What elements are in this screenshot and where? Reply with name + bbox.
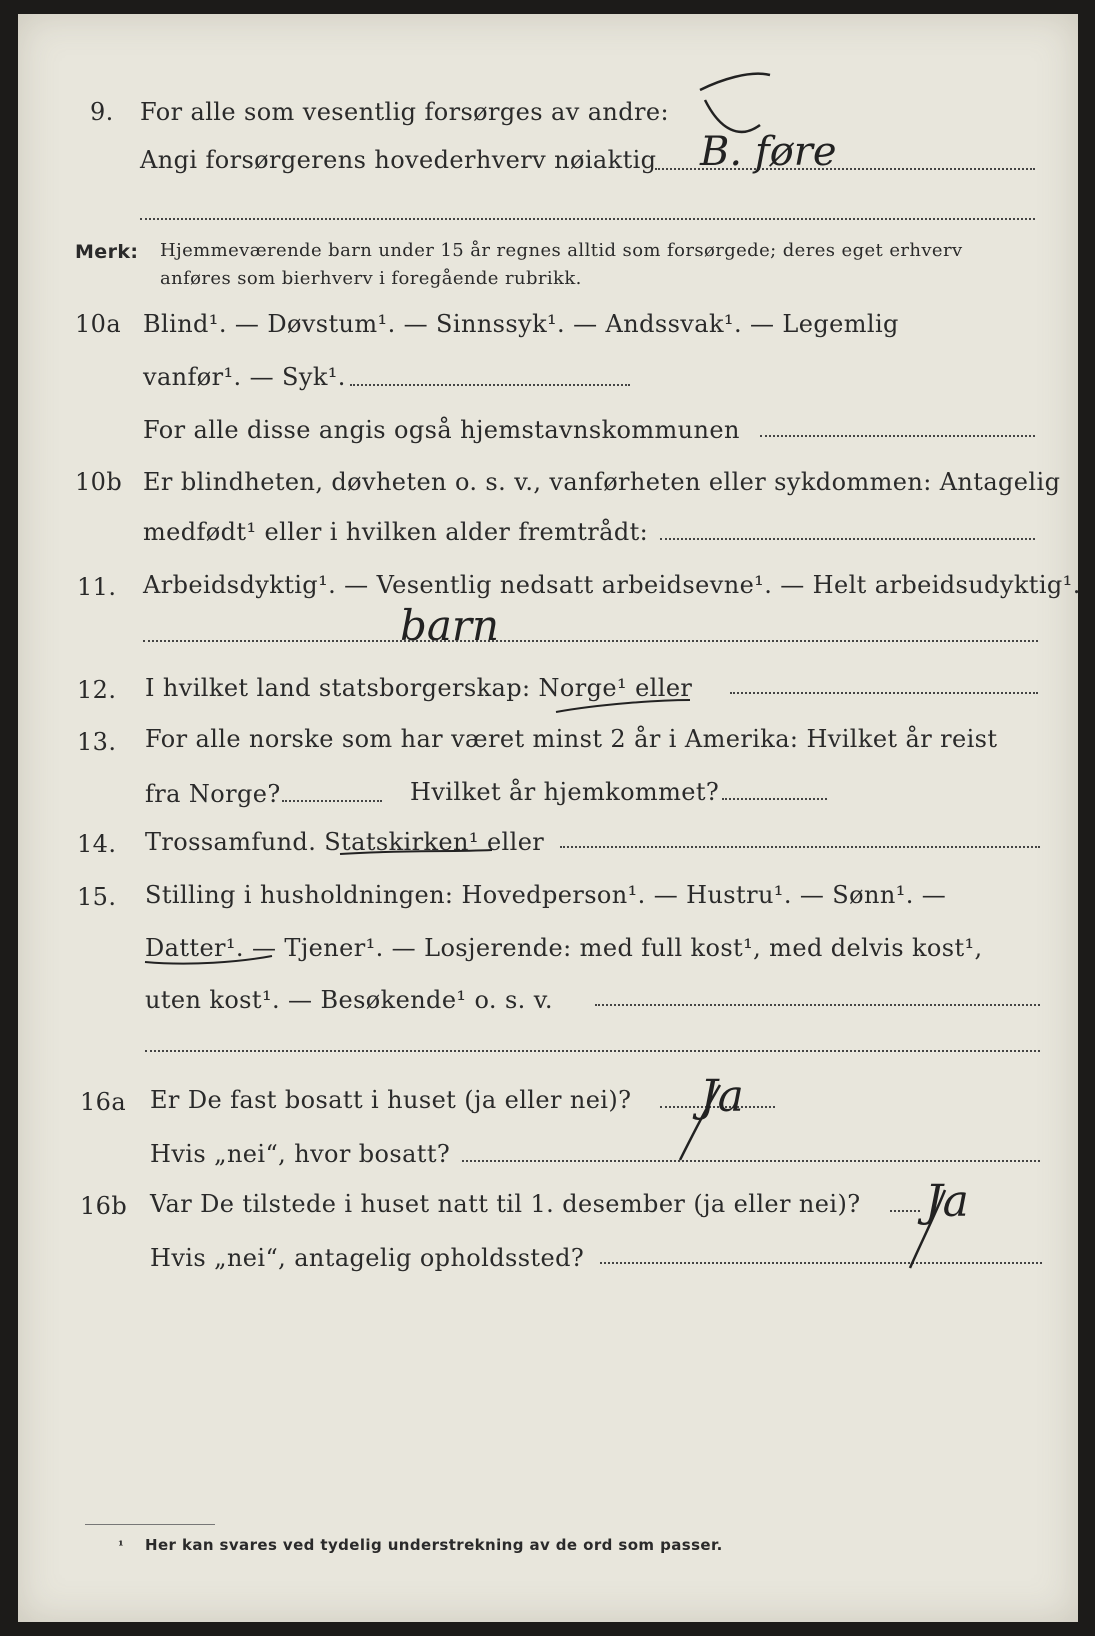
q10a-text-line3: For alle disse angis også hjemstavnskommunen [143, 416, 740, 444]
merk-text-line2: anføres som bierhverv i foregående rubrikk. [160, 268, 582, 289]
footnote-mark: ¹ [118, 1539, 125, 1554]
q16a-ink-stroke [680, 1085, 720, 1160]
q16a-number: 16a [80, 1088, 127, 1116]
q9-handwritten-answer: B. føre [700, 129, 837, 175]
q16a-text-line1: Er De fast bosatt i huset (ja eller nei)? [150, 1086, 632, 1114]
q13-text-line2a: fra Norge? [145, 780, 281, 808]
q10a-text-line2: vanfør¹. — Syk¹. [143, 363, 346, 391]
q10b-text-line1: Er blindheten, døvheten o. s. v., vanførheten eller sykdommen: Antagelig [143, 468, 1061, 496]
q9-text-line2: Angi forsørgerens hovederhverv nøiaktig [140, 146, 657, 174]
q9-number: 9. [90, 98, 114, 126]
q9-text-line1: For alle som vesentlig forsørges av andre: [140, 98, 670, 126]
q13-text-line2b: Hvilket år hjemkommet? [410, 778, 720, 806]
q16a-text-line2: Hvis „nei“, hvor bosatt? [150, 1140, 451, 1168]
q10a-text-line1: Blind¹. — Døvstum¹. — Sinnssyk¹. — Andssvak¹. — Legemlig [143, 310, 899, 338]
q13-number: 13. [77, 728, 117, 756]
q11-number: 11. [77, 573, 117, 601]
footnote-text: Her kan svares ved tydelig understrekning av de ord som passer. [145, 1536, 723, 1554]
q13-text-line1: For alle norske som har været minst 2 år i Amerika: Hvilket år reist [145, 725, 998, 753]
q11-text-line1: Arbeidsdyktig¹. — Vesentlig nedsatt arbeidsevne¹. — Helt arbeidsudyktig¹. [143, 571, 1081, 599]
q14-statskirken-underline [340, 850, 492, 854]
q16b-text-line1: Var De tilstede i huset natt til 1. desember (ja eller nei)? [150, 1190, 861, 1218]
q9-ink-mark [700, 74, 770, 132]
q10b-text-line2: medfødt¹ eller i hvilken alder fremtrådt: [143, 518, 649, 546]
merk-text-line1: Hjemmeværende barn under 15 år regnes alltid som forsørgede; deres eget erhverv [160, 240, 963, 261]
q16b-number: 16b [80, 1192, 128, 1220]
q15-text-line2: Datter¹. — Tjener¹. — Losjerende: med full kost¹, med delvis kost¹, [145, 934, 983, 962]
q12-norge-underline [556, 700, 690, 712]
q16b-text-line2: Hvis „nei“, antagelig opholdssted? [150, 1244, 585, 1272]
merk-label: Merk: [75, 241, 139, 263]
q16a-handwritten-answer: Ja [700, 1071, 744, 1122]
q14-text-line1: Trossamfund. Statskirken¹ eller [145, 828, 545, 856]
q12-number: 12. [77, 676, 117, 704]
q15-number: 15. [77, 883, 117, 911]
q14-number: 14. [77, 830, 117, 858]
q10a-number: 10a [75, 310, 122, 338]
q15-text-line1: Stilling i husholdningen: Hovedperson¹. — Hustru¹. — Sønn¹. — [145, 881, 947, 909]
q15-text-line3: uten kost¹. — Besøkende¹ o. s. v. [145, 986, 553, 1014]
q12-text-line1: I hvilket land statsborgerskap: Norge¹ eller [145, 674, 693, 702]
q16b-ink-stroke [910, 1190, 945, 1268]
q10b-number: 10b [75, 468, 123, 496]
q16b-handwritten-answer: Ja [925, 1176, 969, 1227]
q15-datter-underline [145, 956, 272, 964]
q11-handwritten-answer: barn [400, 601, 500, 650]
